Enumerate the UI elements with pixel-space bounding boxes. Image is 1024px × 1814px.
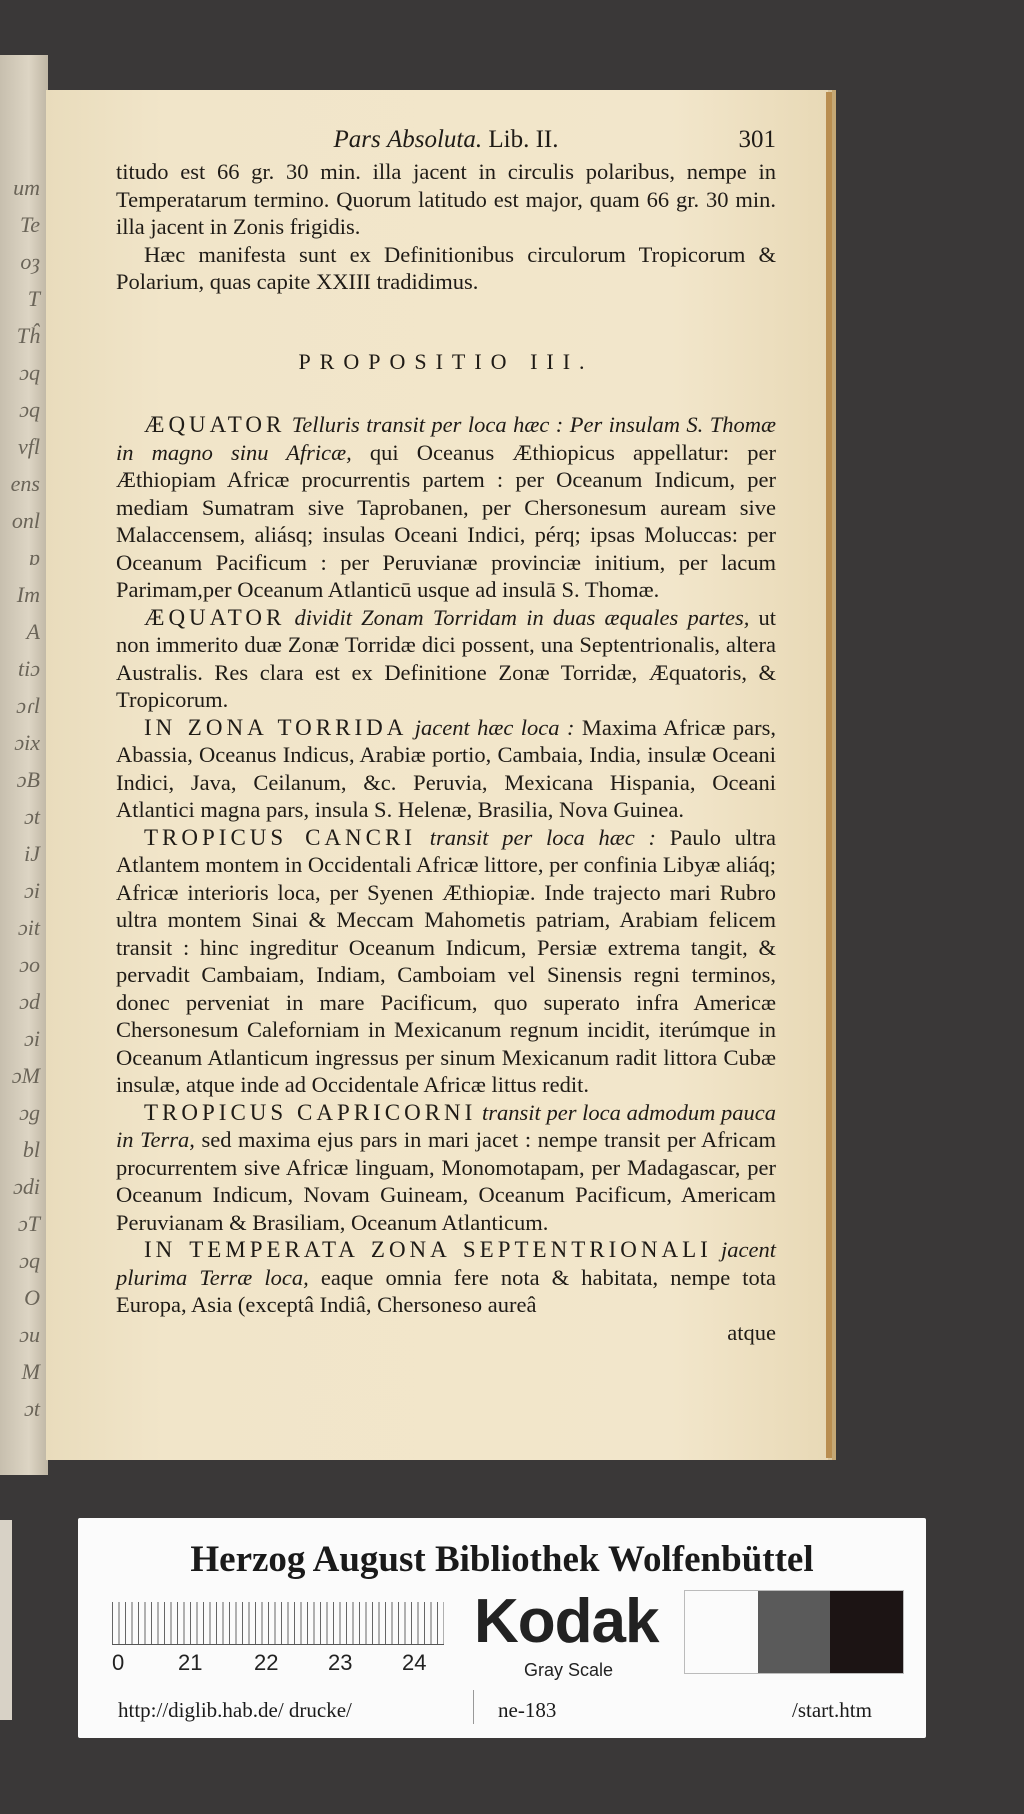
paragraph-body: eaque omnia fere nota & habitata, nempe tota Europa, Asia (exceptâ Indiâ, Chersoneso aureâ (116, 1264, 777, 1317)
gray-swatches (684, 1590, 904, 1674)
adjacent-page-fragment: oȝ (20, 249, 40, 274)
adjacent-page-fragment: A (26, 619, 40, 644)
adjacent-page-fragment: ɔq (19, 1248, 40, 1273)
adjacent-page-fragment: ɔit (18, 915, 40, 940)
paragraph-lead: TROPICUS CANCRI (144, 824, 416, 850)
gray-scale-label: Gray Scale (524, 1660, 614, 1680)
page-edge (826, 92, 832, 1458)
adjacent-page-fragment: ɔix (14, 730, 40, 755)
adjacent-page-fragment: Te (20, 212, 40, 237)
paragraph (116, 411, 776, 604)
paragraph-body: sed maxima ejus pars in mari jacet : nempe transit per Africam procurrentem sive Africæ linguam, Monomotapam, per Madagascar, per Oceanum Indicum, Novam Guineam, Oceanum Pacificum, Americam Peruvianam & Brasiliam, Oceanum Atlanticum. (116, 1127, 777, 1235)
url-mid: ne-183 (498, 1698, 557, 1722)
adjacent-page-fragment: T (27, 286, 40, 311)
adjacent-page-fragment: O (24, 1285, 40, 1310)
adjacent-page-fragment: bl (22, 1137, 40, 1162)
adjacent-page-fragment: um (13, 175, 40, 200)
adjacent-page-fragment: ɔdi (13, 1174, 40, 1199)
adjacent-page-fragment: iJ (24, 841, 40, 866)
paragraph (116, 714, 776, 824)
adjacent-page-bottom (0, 1520, 12, 1720)
adjacent-page-fragment: ɔT (18, 1211, 40, 1236)
adjacent-page-fragment: ɔɾl (16, 693, 40, 718)
adjacent-page-fragment: ɔu (19, 1322, 40, 1347)
ruler-label: 24 (402, 1650, 427, 1675)
adjacent-page-fragment: ɔB (16, 767, 40, 792)
paragraph-lead: TROPICUS CAPRICORNI (144, 1099, 477, 1125)
adjacent-page-fragment: ɔt (24, 1396, 40, 1421)
color-target-card (78, 1518, 926, 1738)
header-title (116, 126, 776, 154)
paragraph-italic: Telluris transit per loca hæc : Per insulam S. Thomæ in magno sinu Africæ, (116, 412, 777, 465)
paragraph-body: Maxima Africæ pars, Abassia, Oceanus Indicus, Arabiæ portio, Cambaia, India, insulæ Oceani Indici, Java, Ceilanum, &c. Peruvia, Mexicana Hispania, Oceani Atlantici magna pars, insula S. Helenæ, Brasilia, Nova Guinea. (116, 714, 777, 822)
paragraph (116, 1236, 776, 1319)
adjacent-page-fragment: ɔq (19, 397, 40, 422)
running-header (116, 126, 776, 154)
book-page (46, 90, 828, 1460)
page-text (116, 126, 776, 1346)
paragraph-lead: IN ZONA TORRIDA (144, 714, 408, 740)
paragraph-italic: transit per loca admodum pauca in Terra, (116, 1099, 777, 1152)
library-name: Herzog August Bibliothek Wolfenbüttel (190, 1539, 814, 1580)
adjacent-page-fragment: ɔo (19, 952, 40, 977)
adjacent-page-fragment: ens (10, 471, 40, 496)
adjacent-page-fragment: onl (11, 508, 40, 533)
header-title-absoluta: Absoluta. (386, 126, 483, 153)
paragraph-italic: jacent hæc loca : (414, 714, 575, 740)
kodak-logo: Kodak (474, 1587, 659, 1656)
paragraph-italic: transit per loca hæc : (429, 824, 657, 850)
ruler-label: 21 (178, 1650, 203, 1675)
adjacent-page-fragment: ɔg (19, 1100, 40, 1125)
swatch-white (685, 1591, 758, 1673)
adjacent-page-fragment: M (21, 1359, 40, 1384)
adjacent-page-fragment: Tĥ (16, 323, 40, 348)
scale-ruler (112, 1602, 444, 1675)
ruler-label: 0 (112, 1650, 125, 1675)
paragraph-italic: dividit Zonam Torridam in duas æquales partes, (294, 604, 750, 630)
paragraph-lead: ÆQUATOR (144, 412, 286, 437)
paragraph-intro-2: Hæc manifesta sunt ex Definitionibus circulorum Tropicorum & Polarium, quas capite XXIII tradidimus. (116, 241, 776, 294)
adjacent-page-strip (0, 55, 48, 1475)
adjacent-page-fragment: ɔt (24, 804, 40, 829)
paragraph (116, 604, 776, 714)
paragraph-body: Paulo ultra Atlantem montem in Occidentali Africæ littore, per confinia Libyæ aliáq; Africæ interioris loca, per Syenen Æthiopiæ. Inde trajecto mari Rubro ultra montem Sinai & Meccam Mahometis patriam, Arabiam felicem transit : hinc ingreditur Oceanum Indicum, Persiæ extrema tangit, & pervadit Cambaiam, Indiam, Camboiam vel Sinensis regni terminos, donec perveniat in mare Pacificum, quo superato infra Americæ Chersonesum Caleforniam in Mexicanum regnum incidit, iterúmque in Oceanum Atlanticum ingressus per sinum Mexicanum radit littora Cubæ insulæ, atque inde ad Occidentale Africæ littus redit. (116, 824, 777, 1097)
header-book: Lib. II. (488, 126, 559, 153)
paragraph-intro-1: titudo est 66 gr. 30 min. illa jacent in circulis polaribus, nempe in Temperatarum termino. Quorum latitudo est major, quam 66 gr. 30 min. illa jacent in Zonis frigidis. (116, 159, 776, 239)
adjacent-page-fragment: vfl (18, 434, 40, 459)
paragraph-body: qui Oceanus Æthiopicus appellatur: per Æthiopiam Africæ procurrentis partem : per Oceanum Indicum, per mediam Sumatram sive Taprobanen, per Chersonesum auream sive Malaccensem, aliásq; insulas Oceani Indici, pérq; ipsas Moluccas: per Oceanum Pacificum : per Peruvianæ provinciæ initium, per lacum Parimam,per Oceanum Atlanticū usque ad insulā S. Thomæ. (116, 439, 776, 602)
url-left: http://diglib.hab.de/ drucke/ (118, 1698, 352, 1722)
catchword: atque (727, 1319, 776, 1345)
adjacent-page-fragment: ɔd (19, 989, 40, 1014)
paragraph-body: ut non immerito duæ Zonæ Torridæ dici possent, una Septentrionalis, altera Australis. Res clara est ex Definitione Zonæ Torridæ, Æquatoris, & Tropicorum. (116, 604, 777, 712)
proposition-title: PROPOSITIO III. (298, 348, 594, 374)
paragraph-lead: IN TEMPERATA ZONA SEPTENTRIONALI (144, 1237, 712, 1262)
url-right: /start.htm (792, 1698, 872, 1722)
ruler-label: 23 (328, 1650, 353, 1675)
header-title-pars: Pars (333, 126, 381, 153)
adjacent-page-fragment: ɔi (24, 878, 40, 903)
adjacent-page-fragment: tiɔ (18, 656, 40, 681)
adjacent-page-fragment: ɔM (11, 1063, 40, 1088)
paragraph-list (116, 411, 776, 1319)
ruler-ticks (112, 1602, 444, 1645)
swatch-gray (758, 1591, 831, 1673)
swatch-black (830, 1591, 903, 1673)
url-separator (473, 1690, 474, 1724)
adjacent-page-fragment: ɔq (19, 360, 40, 385)
paragraph (116, 1099, 776, 1237)
adjacent-page-fragment: ɒ (29, 545, 40, 570)
paragraph-lead: ÆQUATOR (144, 604, 286, 630)
ruler-label: 22 (254, 1650, 279, 1675)
adjacent-page-fragment: Im (16, 582, 40, 607)
adjacent-page-fragment: ɔi (24, 1026, 40, 1051)
page-number: 301 (738, 126, 776, 153)
paragraph (116, 824, 776, 1099)
paragraph-italic: jacent plurima Terræ loca, (116, 1237, 777, 1290)
